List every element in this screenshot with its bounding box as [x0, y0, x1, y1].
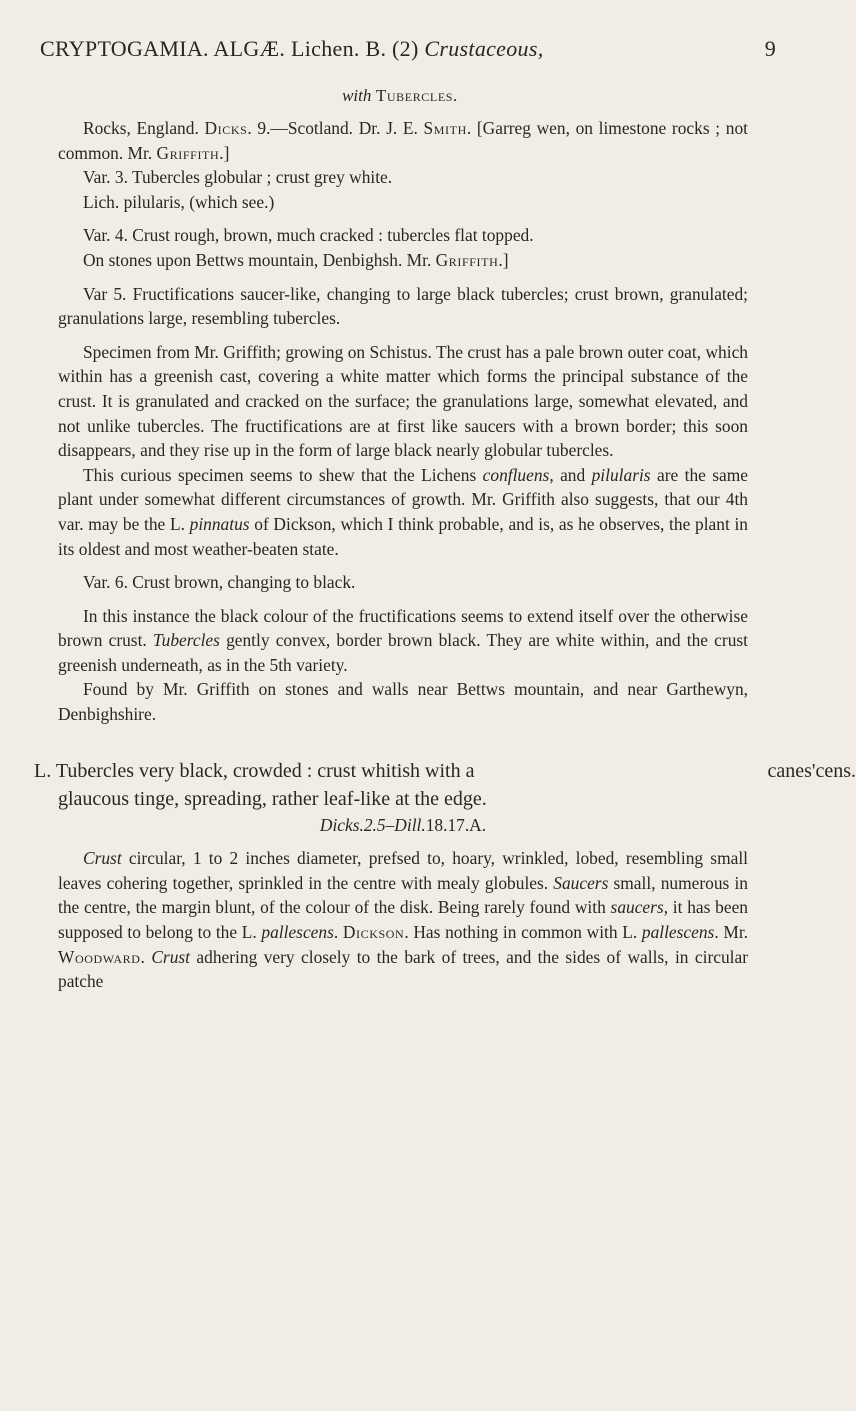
running-head: [40, 36, 776, 62]
paragraph-var6: Var. 6. Crust brown, changing to black.: [83, 572, 356, 593]
species-name: canes'cens.: [767, 759, 856, 782]
subheading-caps: Tubercles.: [371, 86, 458, 105]
entry-reference: Dicks.2.5–Dill.18.17.A.: [319, 814, 487, 835]
section-subheading: [0, 86, 800, 106]
paragraph-curious: This curious specimen seems to shew that the Lichens confluens, and pilularis are the same plant under somewhat different circumstances of growth. Mr. Griffith also suggests, that our 4th var. may be the L. pinnatus of Dickson, which I think probable, and is, as he observes, the plant in its oldest and most weather-beaten state.: [58, 464, 749, 559]
paragraph-crust-description: Crust circular, 1 to 2 inches diameter, prefsed to, hoary, wrinkled, lobed, resembling small leaves cohering together, sprinkled in the centre with mealy globules. Saucers small, numerous in the centre, the margin blunt, of the colour of the disk. Being rarely found with saucers, it has been supposed to belong to the L. pallescens. Dickson. Has nothing in common with L. pallescens. Mr. Woodward. Crust adhering very closely to the bark of trees, and the sides of walls, in circular patche: [58, 848, 748, 992]
entry-heading-line1: L. Tubercles very black, crowded : crust whitish with a: [34, 759, 475, 782]
paragraph-instance: In this instance the black colour of the fructifications seems to extend itself over the otherwise brown crust. Tubercles gently convex, border brown black. They are white within, and the crust greenish underneath, as in the 5th variety.: [58, 605, 748, 675]
subheading-italic: with: [342, 86, 372, 105]
page-number: 9: [764, 36, 776, 61]
entry-heading: [34, 757, 856, 813]
header-title: CRYPTOGAMIA. ALGÆ. Lichen. B. (2): [40, 36, 425, 61]
paragraph-var5: Var 5. Fructifications saucer-like, changing to large black tubercles; crust brown, granulated; granulations large, resembling tubercles.: [58, 283, 748, 329]
entry-heading-line2: glaucous tinge, spreading, rather leaf-like at the edge.: [58, 787, 487, 810]
header-title-italic: Crustaceous,: [424, 36, 544, 61]
page-body: [34, 116, 856, 994]
paragraph-var3: Var. 3. Tubercles globular ; crust grey white.: [83, 167, 393, 188]
paragraph-found: Found by Mr. Griffith on stones and walls near Bettws mountain, and near Garthewyn, Denbighshire.: [58, 679, 748, 725]
entry-letter: L.: [34, 759, 52, 782]
paragraph-var4: Var. 4. Crust rough, brown, much cracked : tubercles flat topped.: [83, 225, 534, 246]
paragraph-lich-pilularis: Lich. pilularis, (which see.): [83, 191, 275, 212]
paragraph-rocks: Rocks, England. Dicks. 9.—Scotland. Dr. J. E. Smith. [Garreg wen, on limestone rocks ; not common. Mr. Griffith.]: [58, 118, 748, 163]
paragraph-specimen: Specimen from Mr. Griffith; growing on Schistus. The crust has a pale brown outer coat, which within has a greenish cast, covering a white matter which forms the principal substance of the crust. It is granulated and cracked on the surface; the granulations large, somewhat elevated, and not unlike tubercles. The fructifications are at first like saucers with a brown border; this soon disappears, and they rise up in the form of large black nearly globular tubercles.: [58, 341, 748, 461]
paragraph-stones: On stones upon Bettws mountain, Denbighsh. Mr. Griffith.]: [83, 249, 509, 270]
